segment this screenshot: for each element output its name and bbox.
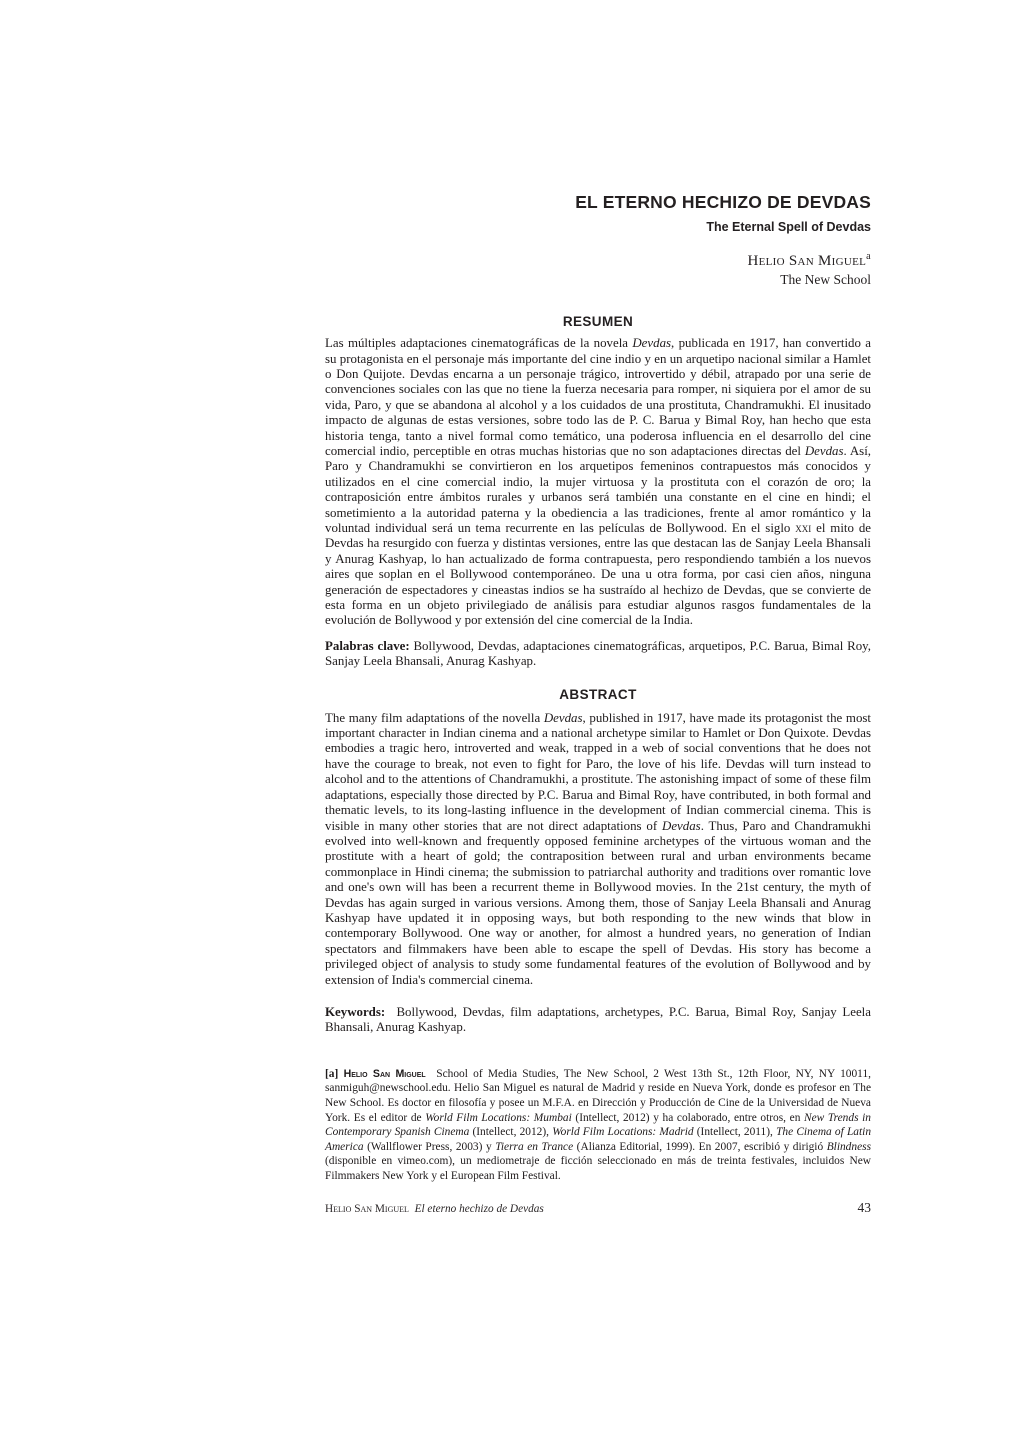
article-column: [325, 0, 871, 1184]
author-name: Helio San Miguel$^a$: [747, 251, 871, 270]
abstract-body: The many film adaptations of the novella Devdas, published in 1917, have made its protagonist the most important character in Indian cinema and a national archetype similar to Hamlet or Don Quixote. Devdas embodies a tragic hero, introverted and weak, trapped in a web of social conventions that he does not have the courage to break, not even to fight for Paro, the love of his life. Devdas will turn instead to alcohol and to the attentions of Chandramukhi, a prostitute. The astonishing impact of some of these film adaptations, especially those directed by P.C. Barua and Bimal Roy, have contributed, in both formal and thematic levels, to its long-lasting influence in the development of Indian commercial cinema. This is visible in many other stories that are not direct adaptations of Devdas. Thus, Paro and Chandramukhi evolved into well-known and frequently opposed feminine archetypes of the virtuous woman and the prostitute with a heart of gold; the contraposition between rural and urban environments became commonplace in Hindi cinema; the submission to patriarchal authority and traditions over romantic love and one's own will has been a recurrent theme in Bollywood movies. In the 21st century, the myth of Devdas has again surged in various versions. Among them, those of Sanjay Leela Bhansali and Anurag Kashyap have updated it in opposing ways, but both responding to the new winds that blow in contemporary Bollywood. One way or another, for almost a hundred years, no generation of Indian spectators and filmmakers have been able to escape the spell of Devdas. His story has become a privileged object of analysis to study some fundamental features of the evolution of Bollywood and by extension of India's commercial cinema.: [325, 710, 871, 987]
palabras-clave: Palabras clave: Bollywood, Devdas, adaptaciones cinematográficas, arquetipos, P.C. Barua, Bimal Roy, Sanjay Leela Bhansali, Anurag Kashyap.: [325, 638, 871, 669]
footnote: [a] Helio San Miguel School of Media Studies, The New School, 2 West 13th St., 12th Floor, NY, NY 10011, sanmiguh@newschool.edu. Helio San Miguel es natural de Madrid y reside en Nueva York, donde es profesor en The New School. Es doctor en filosofía y posee un M.F.A. en Dirección y Producción de Cine de la Universidad de Nueva York. Es el editor de World Film Locations: Mumbai (Intellect, 2012) y ha colaborado, entre otros, en New Trends in Contemporary Spanish Cinema (Intellect, 2012), World Film Locations: Madrid (Intellect, 2011), The Cinema of Latin America (Wallflower Press, 2003) y Tierra en Trance (Alianza Editorial, 1999). En 2007, escribió y dirigió Blindness (disponible en vimeo.com), un mediometraje de ficción seleccionado en más de treinta festivales, incluidos New Filmmakers New York y el European Film Festival.: [325, 1067, 872, 1182]
title-block: [325, 192, 871, 288]
footer-running-head: Helio San Miguel El eterno hechizo de Devdas: [325, 1203, 544, 1215]
author-affiliation: The New School: [780, 272, 871, 288]
section-heading-abstract: ABSTRACT: [559, 686, 637, 702]
section-heading-resumen: RESUMEN: [562, 314, 634, 330]
page-footer: [325, 1200, 871, 1216]
footer-page-number: 43: [857, 1200, 871, 1215]
article-title: EL ETERNO HECHIZO DE DEVDAS: [575, 192, 871, 212]
article-subtitle: The Eternal Spell of Devdas: [706, 220, 871, 235]
resumen-body: Las múltiples adaptaciones cinematográficas de la novela Devdas, publicada en 1917, han convertido a su protagonista en el personaje más importante del cine indio y en un arquetipo nacional similar a Hamlet o Don Quijote. Devdas encarna a un personaje trágico, introvertido y débil, atrapado por una serie de convenciones sociales con las que no tiene la fuerza necesaria para romper, ni siquiera por el amor de su vida, Paro, y que se abandona al alcohol y a los cuidados de una prostituta, Chandramukhi. El inusitado impacto de algunas de estas versiones, sobre todo las de P. C. Barua y Bimal Roy, han hecho que esta historia tenga, tanto a nivel formal como temático, una poderosa influencia en el desarrollo del cine comercial indio, perceptible en otras muchas historias que no son adaptaciones directas del Devdas. Así, Paro y Chandramukhi se convirtieron en los arquetipos femeninos contrapuestos más conocidos y utilizados en el cine comercial indio, la mujer virtuosa y la prostituta con el corazón de oro; la contraposición entre ámbitos rurales y urbanos será también una constante en el cine en hindi; el sometimiento a la autoridad paterna y la obediencia a las tradiciones, frente al amor romántico y la voluntad individual será un tema recurrente en las películas de Bollywood. En el siglo xxi el mito de Devdas ha resurgido con fuerza y distintas versiones, entre las que destacan las de Sanjay Leela Bhansali y Anurag Kashyap, lo han actualizado de forma contrapuesta, pero respondiendo también a los nuevos aires que soplan en el Bollywood contemporáneo. De una u otra forma, por casi cien años, ninguna generación de espectadores y cineastas indios se ha sustraído al hechizo de Devdas, que se convierte de esta forma en un objeto privilegiado de análisis para estudiar algunos rasgos fundamentales de la evolución de Bollywood y por extensión del cine comercial de la India.: [325, 336, 872, 628]
keywords: Keywords: Bollywood, Devdas, film adaptations, archetypes, P.C. Barua, Bimal Roy, Sanjay Leela Bhansali, Anurag Kashyap.: [325, 1004, 871, 1035]
